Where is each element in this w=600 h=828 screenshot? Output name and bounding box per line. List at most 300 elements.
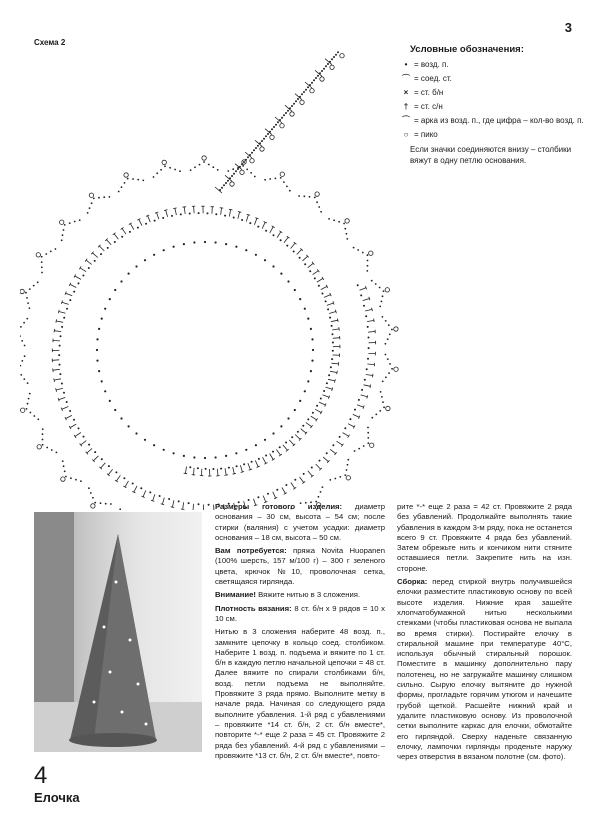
picot-mark [386, 406, 390, 410]
attention-paragraph [215, 590, 385, 600]
stitch-mark [369, 297, 370, 300]
stitch-mark [54, 378, 55, 382]
chain-stitch-mark [212, 166, 214, 168]
stitch-mark [282, 487, 286, 493]
chain-stitch-mark [273, 234, 275, 236]
chain-stitch-mark [367, 254, 369, 256]
chain-stitch-mark [221, 187, 223, 189]
stitch-mark [155, 212, 158, 213]
stitch-mark [330, 371, 337, 372]
double-crochet-icon: † [403, 102, 409, 111]
chain-stitch-mark [379, 306, 381, 308]
chain-stitch-mark [235, 452, 237, 454]
chain-stitch-mark [207, 212, 209, 214]
chain-stitch-mark [120, 417, 122, 419]
chain-stitch-mark [316, 405, 318, 407]
density-paragraph [215, 604, 385, 625]
chain-stitch-mark [142, 180, 144, 182]
chain-stitch-mark [375, 283, 377, 285]
legend-row-sc [398, 87, 588, 98]
stitch-mark [183, 207, 187, 208]
chain-stitch-mark [385, 343, 387, 345]
stitch-mark [224, 475, 228, 476]
arch-icon: ⁀ [402, 116, 410, 125]
chain-stitch-mark [309, 196, 311, 198]
chain-stitch-mark [272, 265, 274, 267]
stitch-mark [353, 414, 359, 417]
picot-mark [394, 327, 398, 331]
chain-stitch-mark [56, 452, 58, 454]
chain-stitch-mark [62, 234, 64, 236]
stitch-mark [291, 483, 295, 489]
chain-stitch-mark [164, 165, 166, 167]
chain-stitch-mark [215, 241, 217, 243]
picot-mark [60, 220, 64, 224]
stitch-mark [367, 320, 374, 321]
chain-stitch-mark [299, 298, 301, 300]
chain-stitch-mark [96, 360, 98, 362]
chain-stitch-mark [145, 223, 147, 225]
chain-stitch-mark [273, 126, 275, 128]
chain-stitch-mark [344, 427, 346, 429]
chain-stitch-mark [269, 178, 271, 180]
chain-stitch-mark [323, 68, 325, 70]
chain-stitch-mark [368, 337, 370, 339]
chain-stitch-mark [251, 461, 253, 463]
picot-mark [270, 135, 274, 139]
picot-mark [346, 476, 350, 480]
chain-stitch-mark [225, 243, 227, 245]
chain-stitch-mark [41, 266, 43, 268]
stitch-mark [341, 444, 343, 447]
article-title: Елочка [34, 790, 80, 805]
legend-row-dc [398, 101, 588, 112]
stitch-mark [56, 319, 57, 322]
chain-stitch-mark [169, 167, 171, 169]
stitch-mark [116, 475, 120, 481]
chain-stitch-mark [98, 370, 100, 372]
chain-stitch-mark [255, 254, 257, 256]
attention-text: Вяжите нитью в 3 сложения. [258, 590, 361, 600]
chain-stitch-mark [264, 259, 266, 261]
chain-stitch-mark [281, 117, 283, 119]
chain-stitch-mark [314, 277, 316, 279]
chain-stitch-mark [360, 294, 362, 296]
picot-mark [394, 367, 398, 371]
legend-row-picot [398, 129, 588, 140]
chain-stitch-mark [339, 476, 341, 478]
chain-stitch-mark [94, 451, 96, 453]
chain-stitch-mark [381, 396, 383, 398]
chain-stitch-mark [27, 382, 29, 384]
chain-stitch-mark [366, 368, 368, 370]
legend-text: = арка из возд. п., где цифра – кол-во возд. п. [414, 116, 584, 125]
stitch-mark [311, 416, 317, 420]
picot-mark [290, 112, 294, 116]
chain-stitch-mark [354, 450, 356, 452]
stitch-mark [337, 319, 338, 322]
chain-stitch-mark [23, 378, 25, 380]
stitch-mark [335, 310, 336, 313]
stitch-mark [173, 208, 176, 209]
stitch-mark [139, 219, 142, 225]
chain-stitch-mark [291, 436, 293, 438]
chain-stitch-mark [217, 169, 219, 171]
chain-stitch-mark [27, 403, 29, 405]
legend-title: Условные обозначения: [410, 44, 524, 55]
size-paragraph [215, 502, 385, 543]
chain-stitch-mark [391, 368, 393, 370]
stitch-mark [240, 465, 242, 472]
stitch-mark [301, 429, 306, 434]
chain-stitch-mark [64, 470, 66, 472]
stitch-mark [313, 271, 319, 275]
chain-stitch-mark [160, 169, 162, 171]
chain-stitch-mark [242, 165, 244, 167]
chain-stitch-mark [88, 487, 90, 489]
chain-stitch-mark [246, 169, 248, 171]
stitch-mark [311, 425, 313, 428]
chain-stitch-mark [120, 280, 122, 282]
chain-stitch-mark [331, 58, 333, 60]
chain-stitch-mark [375, 414, 377, 416]
chain-stitch-mark [45, 253, 47, 255]
chain-stitch-mark [73, 419, 75, 421]
stitch-mark [284, 237, 288, 243]
chain-stitch-mark [303, 91, 305, 93]
stitch-mark [58, 310, 59, 313]
stitch-mark [122, 229, 126, 235]
chain-stitch-mark [171, 215, 173, 217]
picot-mark [21, 408, 25, 412]
chain-stitch-mark [75, 479, 77, 481]
chain-stitch-mark [249, 222, 251, 224]
stitch-mark [361, 395, 368, 397]
chain-stitch-mark [329, 317, 331, 319]
chain-stitch-mark [333, 56, 335, 58]
chain-stitch-mark [311, 360, 313, 362]
chain-stitch-mark [357, 284, 359, 286]
picot-mark [370, 443, 374, 447]
chain-stitch-mark [64, 224, 66, 226]
chain-stitch-mark [128, 425, 130, 427]
chain-stitch-mark [326, 382, 328, 384]
chain-stitch-mark [215, 456, 217, 458]
stitch-mark [283, 445, 288, 450]
chain-stitch-mark [283, 114, 285, 116]
stitch-mark [148, 216, 151, 222]
chain-stitch-mark [88, 444, 90, 446]
chain-stitch-mark [312, 349, 314, 351]
chain-stitch-mark [94, 502, 96, 504]
picot-mark [340, 54, 344, 58]
stitch-mark [372, 308, 373, 311]
chain-stitch-mark [254, 176, 256, 178]
chain-stitch-mark [285, 112, 287, 114]
chain-stitch-mark [335, 54, 337, 56]
picot-mark [280, 124, 284, 128]
stitch-mark [373, 374, 374, 378]
picot-mark [280, 172, 284, 176]
chain-stitch-mark [208, 504, 210, 506]
chain-stitch-mark [325, 65, 327, 67]
chain-stitch-mark [382, 401, 384, 403]
chain-stitch-mark [65, 476, 67, 478]
stitch-mark [114, 234, 118, 240]
stitch-mark [327, 303, 334, 305]
chain-stitch-mark [96, 338, 98, 340]
stitch-mark [348, 424, 354, 427]
stitch-mark [194, 468, 195, 475]
picot-mark [202, 156, 206, 160]
chain-stitch-mark [153, 444, 155, 446]
chain-stitch-mark [37, 418, 39, 420]
chain-stitch-mark [344, 228, 346, 230]
stitch-mark [263, 457, 266, 463]
chain-stitch-mark [236, 465, 238, 467]
chain-stitch-mark [363, 305, 365, 307]
chain-stitch-mark [314, 197, 316, 199]
chain-stitch-mark [228, 467, 230, 469]
chain-stitch-mark [121, 236, 123, 238]
picot-mark [162, 160, 166, 164]
stitch-mark [86, 260, 92, 264]
materials-text: пряжа Novita Huopanen (100% шерсть, 157 м/100 г) – 300 г зеленого цвета, крючок №10, проволочная сетка, светящаяся гирлянда. [215, 546, 385, 587]
chain-stitch-mark [286, 245, 288, 247]
picot-mark [240, 170, 244, 174]
chain-stitch-mark [358, 399, 360, 401]
chain-stitch-mark [70, 477, 72, 479]
chain-stitch-mark [280, 273, 282, 275]
attention-title: Внимание! [215, 590, 256, 600]
chain-stitch-mark [333, 219, 335, 221]
stitch-mark [332, 329, 339, 330]
chain-stitch-mark [338, 221, 340, 223]
chain-stitch-mark [26, 297, 28, 299]
picot-mark [385, 288, 389, 292]
stitch-mark [229, 209, 233, 210]
chain-stitch-mark [183, 243, 185, 245]
chain-stitch-mark [132, 483, 134, 485]
chain-stitch-mark [332, 350, 334, 352]
chain-stitch-mark [235, 170, 237, 172]
chain-stitch-mark [357, 249, 359, 251]
chain-stitch-mark [286, 186, 288, 188]
chain-stitch-mark [302, 425, 304, 427]
stitch-mark [363, 406, 364, 409]
chain-stitch-mark [332, 333, 334, 335]
chain-stitch-mark [25, 292, 27, 294]
stitch-mark [317, 278, 323, 282]
chain-stitch-mark [154, 220, 156, 222]
chain-stitch-mark [272, 451, 274, 453]
chain-stitch-mark [347, 464, 349, 466]
chain-stitch-mark [190, 169, 192, 171]
chain-stitch-mark [59, 345, 61, 347]
picot-mark [250, 159, 254, 163]
chain-stitch-mark [109, 298, 111, 300]
density-title: Плотность вязания: [215, 603, 292, 613]
legend-row-chain [398, 59, 588, 70]
chain-stitch-mark [388, 324, 390, 326]
picot-mark [300, 100, 304, 104]
chain-stitch-mark [304, 308, 306, 310]
chain-stitch-mark [80, 480, 82, 482]
chain-stitch-mark [63, 392, 65, 394]
chain-stitch-mark [114, 409, 116, 411]
chain-stitch-mark [250, 172, 252, 174]
chain-stitch-mark [301, 93, 303, 95]
chain-stitch-mark [105, 503, 107, 505]
chain-stitch-mark [382, 381, 384, 383]
picot-mark [230, 182, 234, 186]
chain-stitch-mark [224, 215, 226, 217]
chain-stitch-mark [343, 223, 345, 225]
stitch-mark [184, 473, 188, 474]
stitch-mark [332, 363, 339, 364]
stitch-mark [270, 454, 274, 460]
chain-stitch-mark [66, 308, 68, 310]
chain-stitch-mark [258, 458, 260, 460]
chain-stitch-mark [61, 383, 63, 385]
stitch-mark [225, 468, 226, 475]
stitch-mark [321, 286, 327, 289]
chain-stitch-mark [245, 249, 247, 251]
chain-stitch-mark [208, 164, 210, 166]
chain-stitch-mark [109, 400, 111, 402]
chain-stitch-mark [101, 458, 103, 460]
chain-stitch-mark [346, 469, 348, 471]
chain-stitch-mark [307, 418, 309, 420]
chain-stitch-mark [241, 163, 243, 165]
chain-stitch-mark [179, 170, 181, 172]
stitch-mark [56, 321, 63, 322]
chain-stitch-mark [21, 340, 23, 342]
legend-text: = ст. б/н [414, 88, 444, 97]
stitch-mark [357, 405, 364, 407]
stitch-mark [337, 371, 338, 374]
chain-stitch-mark [267, 493, 269, 495]
chain-stitch-mark [322, 486, 324, 488]
stitch-mark [52, 360, 59, 361]
stitch-mark [329, 312, 336, 314]
chain-stitch-mark [107, 247, 109, 249]
stitch-mark [185, 467, 186, 474]
stitch-mark [81, 441, 87, 445]
stitch-mark [61, 301, 62, 304]
chain-stitch-mark [311, 467, 313, 469]
chain-stitch-mark [204, 457, 206, 459]
chain-stitch-mark [320, 211, 322, 213]
chain-stitch-mark [42, 428, 44, 430]
stitch-mark [181, 509, 185, 510]
chain-stitch-mark [344, 474, 346, 476]
chain-stitch-mark [159, 495, 161, 497]
chain-stitch-mark [299, 400, 301, 402]
chain-stitch-mark [197, 467, 199, 469]
chain-stitch-mark [323, 390, 325, 392]
stitch-mark [173, 500, 174, 507]
chain-stitch-mark [42, 444, 44, 446]
stitch-mark [323, 395, 330, 398]
picot-mark [61, 477, 65, 481]
chain-stitch-mark [295, 100, 297, 102]
stitch-mark [328, 379, 335, 381]
stitch-mark [62, 407, 68, 410]
stitch-mark [308, 263, 314, 267]
chain-stitch-mark [248, 499, 250, 501]
stitch-mark [368, 331, 375, 332]
chain-stitch-mark [231, 175, 233, 177]
chain-stitch-mark [371, 417, 373, 419]
chain-stitch-mark [20, 365, 21, 367]
chain-stitch-mark [320, 398, 322, 400]
chain-stitch-mark [115, 471, 117, 473]
chain-stitch-mark [385, 376, 387, 378]
stitch-mark [183, 502, 184, 509]
chain-stitch-mark [379, 287, 381, 289]
chain-stitch-mark [305, 89, 307, 91]
picot-icon: ○ [403, 130, 409, 139]
chain-stitch-mark [20, 335, 21, 337]
chain-stitch-mark [389, 363, 391, 365]
chain-stitch-mark [183, 455, 185, 457]
chain-stitch-mark [320, 491, 322, 493]
stitch-mark [238, 212, 241, 213]
chain-stitch-mark [313, 79, 315, 81]
chain-stitch-mark [287, 280, 289, 282]
chain-stitch-mark [271, 128, 273, 130]
chain-stitch-mark [304, 263, 306, 265]
chain-stitch-mark [33, 285, 35, 287]
chain-stitch-mark [62, 460, 64, 462]
size-text: диаметр основания – 30 см, высота – 54 см; после стирки (валяния) с учетом усадки: диаметр основания – 18 см, высота – 50 см. [215, 502, 385, 542]
picot-mark [330, 65, 334, 69]
chain-stitch-mark [225, 182, 227, 184]
chain-stitch-mark [188, 502, 190, 504]
chain-stitch-mark [257, 145, 259, 147]
chain-stitch-mark [135, 432, 137, 434]
chain-stitch-mark [387, 338, 389, 340]
chain-stitch-mark [91, 202, 93, 204]
stitch-mark [134, 486, 137, 492]
chain-stitch-mark [245, 449, 247, 451]
picot-mark [369, 251, 373, 255]
chain-stitch-mark [174, 169, 176, 171]
chain-stitch-mark [61, 326, 63, 328]
stitch-mark [56, 388, 57, 391]
chain-stitch-mark [233, 173, 235, 175]
stitch-mark [87, 448, 92, 453]
chain-stitch-mark [100, 502, 102, 504]
picot-mark [20, 289, 24, 293]
chain-stitch-mark [163, 449, 165, 451]
crochet-diagram [20, 40, 400, 510]
chain-stitch-mark [294, 479, 296, 481]
stitch-mark [171, 507, 175, 508]
stitch-mark [125, 481, 129, 487]
stitch-mark [326, 387, 333, 389]
chain-stitch-mark [265, 455, 267, 457]
chain-stitch-mark [144, 439, 146, 441]
legend-text: = возд. п. [414, 60, 449, 69]
chain-stitch-mark [27, 302, 29, 304]
chain-stitch-mark [293, 103, 295, 105]
chain-stitch-mark [78, 282, 80, 284]
stitch-mark [247, 214, 250, 215]
chain-stitch-mark [103, 196, 105, 198]
chain-stitch-mark [257, 496, 259, 498]
